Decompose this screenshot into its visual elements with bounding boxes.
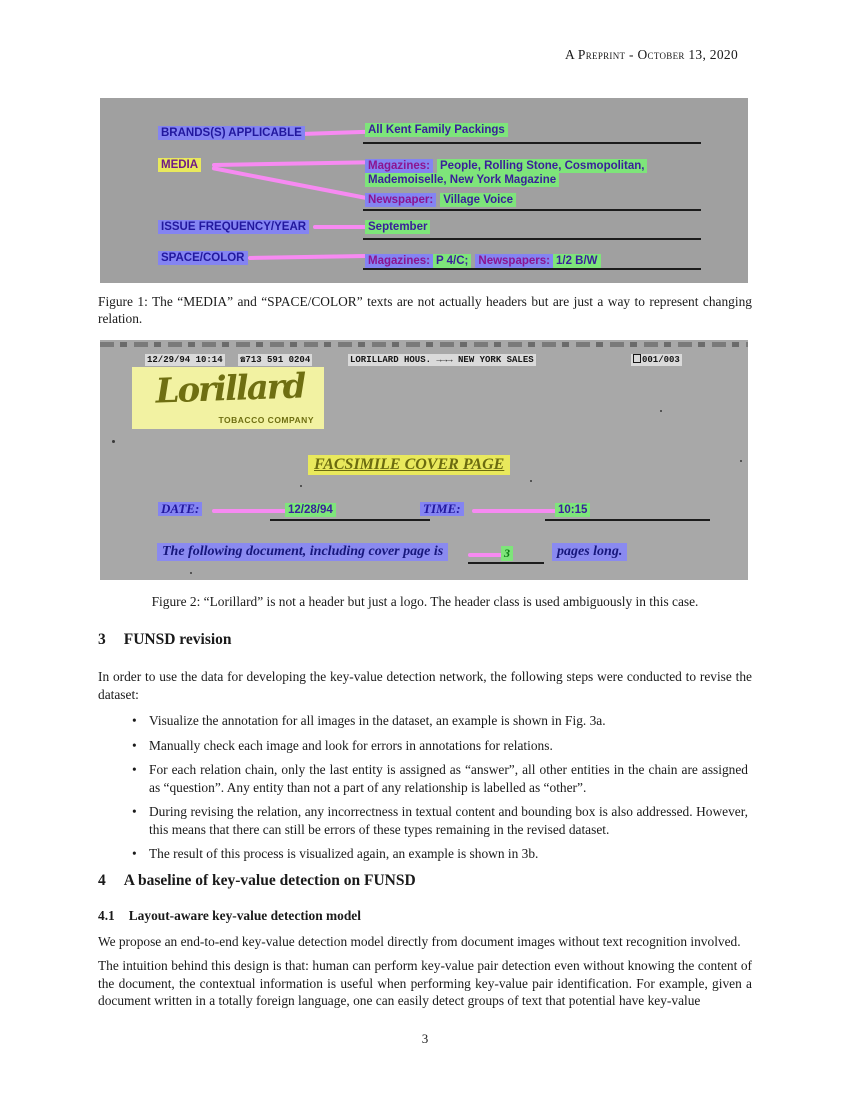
relation-line — [248, 254, 368, 260]
relation-line — [212, 166, 368, 200]
scan-noise — [740, 460, 742, 462]
scan-noise — [530, 480, 532, 482]
footer-page-count: 3 — [501, 546, 513, 561]
page-number: 3 — [421, 1031, 429, 1046]
subsection-number: 4.1 — [98, 908, 115, 923]
page-counter-icon — [633, 354, 641, 363]
date-value: 12/28/94 — [285, 503, 336, 517]
form-rule — [545, 519, 710, 521]
value-magazines-2: Mademoiselle, New York Magazine — [365, 173, 559, 187]
figure2-image — [100, 340, 748, 580]
phone-icon: ☎ — [240, 355, 246, 365]
section4-paragraph-1: We propose an end-to-end key-value detection model directly from document images without text recognition involved. — [98, 934, 741, 949]
key-newspaper: Newspaper: — [365, 193, 436, 207]
footer-suffix: pages long. — [552, 543, 627, 561]
relation-line — [313, 225, 368, 229]
bullet-item: • Visualize the annotation for all images in the dataset, an example is shown in Fig. 3a. — [132, 712, 748, 730]
value-space-magazines: P 4/C; — [433, 254, 471, 268]
date-label: DATE: — [158, 502, 202, 516]
value-newspaper: Village Voice — [440, 193, 516, 207]
running-header: A Preprint - October 13, 2020 — [564, 47, 738, 62]
fax-pages-text: 001/003 — [642, 355, 680, 365]
space-value-row — [365, 251, 601, 269]
field-value-brands: All Kent Family Packings — [365, 123, 508, 137]
form-rule — [363, 209, 701, 211]
scan-noise — [660, 410, 662, 412]
fax-datetime: 12/29/94 10:14 — [147, 355, 223, 365]
key-space-newspapers: Newspapers: — [475, 254, 553, 268]
relation-line — [472, 509, 562, 513]
logo-subtitle: TOBACCO COMPANY — [218, 415, 314, 425]
logo-script-text: Lorillard — [154, 366, 306, 412]
form-rule — [270, 519, 430, 521]
time-value: 10:15 — [555, 503, 590, 517]
section3-number: 3 — [98, 631, 106, 648]
media-value-row-1 — [365, 156, 647, 174]
form-rule — [363, 238, 701, 240]
key-magazines: Magazines: — [365, 159, 433, 173]
bullet-item: • The result of this process is visualized again, an example is shown in 3b. — [132, 845, 748, 863]
figure1-caption: Figure 1: The “MEDIA” and “SPACE/COLOR” texts are not actually headers but are just a way to represent changing relation. — [98, 294, 752, 326]
facsimile-title: FACSIMILE COVER PAGE — [308, 455, 510, 475]
bullet-item: • Manually check each image and look for errors in annotations for relations. — [132, 737, 748, 755]
bullet-item: • For each relation chain, only the last entity is assigned as “answer”, all other entities in the chain are assigned as “question”. Any entity than not a part of any relationship is labelled as “other”. — [132, 761, 748, 796]
value-magazines-1: People, Rolling Stone, Cosmopolitan, — [437, 159, 647, 173]
bullet-item: • During revising the relation, any incorrectness in textual content and bounding box is also addressed. However, this means that there can still be errors of these types remaining in the revised dataset. — [132, 803, 748, 838]
form-rule — [468, 562, 544, 564]
scan-noise — [190, 572, 192, 574]
section4-title: A baseline of key-value detection on FUNSD — [123, 872, 416, 889]
relation-line — [212, 160, 367, 167]
fax-phone-number: 713 591 0204 — [245, 355, 311, 365]
value-space-newspapers: 1/2 B/W — [553, 254, 601, 268]
relation-line — [303, 130, 367, 136]
section3-heading — [98, 631, 232, 649]
figure2-caption: Figure 2: “Lorillard” is not a header but just a logo. The header class is used ambiguously in this case. — [151, 594, 699, 609]
scan-noise — [112, 440, 115, 443]
relation-line — [212, 509, 292, 513]
section4-number: 4 — [98, 872, 106, 889]
figure1-image — [100, 98, 748, 283]
section3-bullet-list — [132, 712, 748, 870]
section3-title: FUNSD revision — [123, 631, 232, 648]
media-value-row-2 — [365, 190, 516, 208]
footer-sentence: The following document, including cover page is — [157, 543, 448, 561]
form-rule — [363, 142, 701, 144]
section4-subsection-heading — [98, 908, 361, 924]
time-label: TIME: — [420, 502, 464, 516]
field-value-issue: September — [365, 220, 430, 234]
section4-paragraph-2: The intuition behind this design is that: human can perform key-value pair detection even without knowing the content of the document, the contextual information is useful when performing key-value pair identification. For example, given a document written in a totally foreign language, one can easily detect groups of text that potential have key-value — [98, 958, 752, 1008]
fax-scan-edge — [100, 342, 748, 347]
field-label-issue: ISSUE FREQUENCY/YEAR — [158, 220, 309, 234]
key-space-magazines: Magazines: — [365, 254, 433, 268]
section4-heading — [98, 872, 416, 890]
relation-line — [468, 553, 504, 557]
section3-intro: In order to use the data for developing the key-value detection network, the following steps were conducted to revise the dataset: — [98, 669, 752, 702]
fax-phone — [238, 354, 312, 366]
subsection-title: Layout-aware key-value detection model — [128, 908, 361, 923]
scan-noise — [300, 485, 302, 487]
field-label-media: MEDIA — [158, 158, 201, 172]
field-label-brands: BRANDS(S) APPLICABLE — [158, 126, 305, 140]
fax-page-counter — [631, 354, 682, 366]
lorillard-logo — [132, 367, 324, 429]
field-label-space: SPACE/COLOR — [158, 251, 248, 265]
fax-route: LORILLARD HOUS. →→→ NEW YORK SALES — [350, 355, 534, 365]
